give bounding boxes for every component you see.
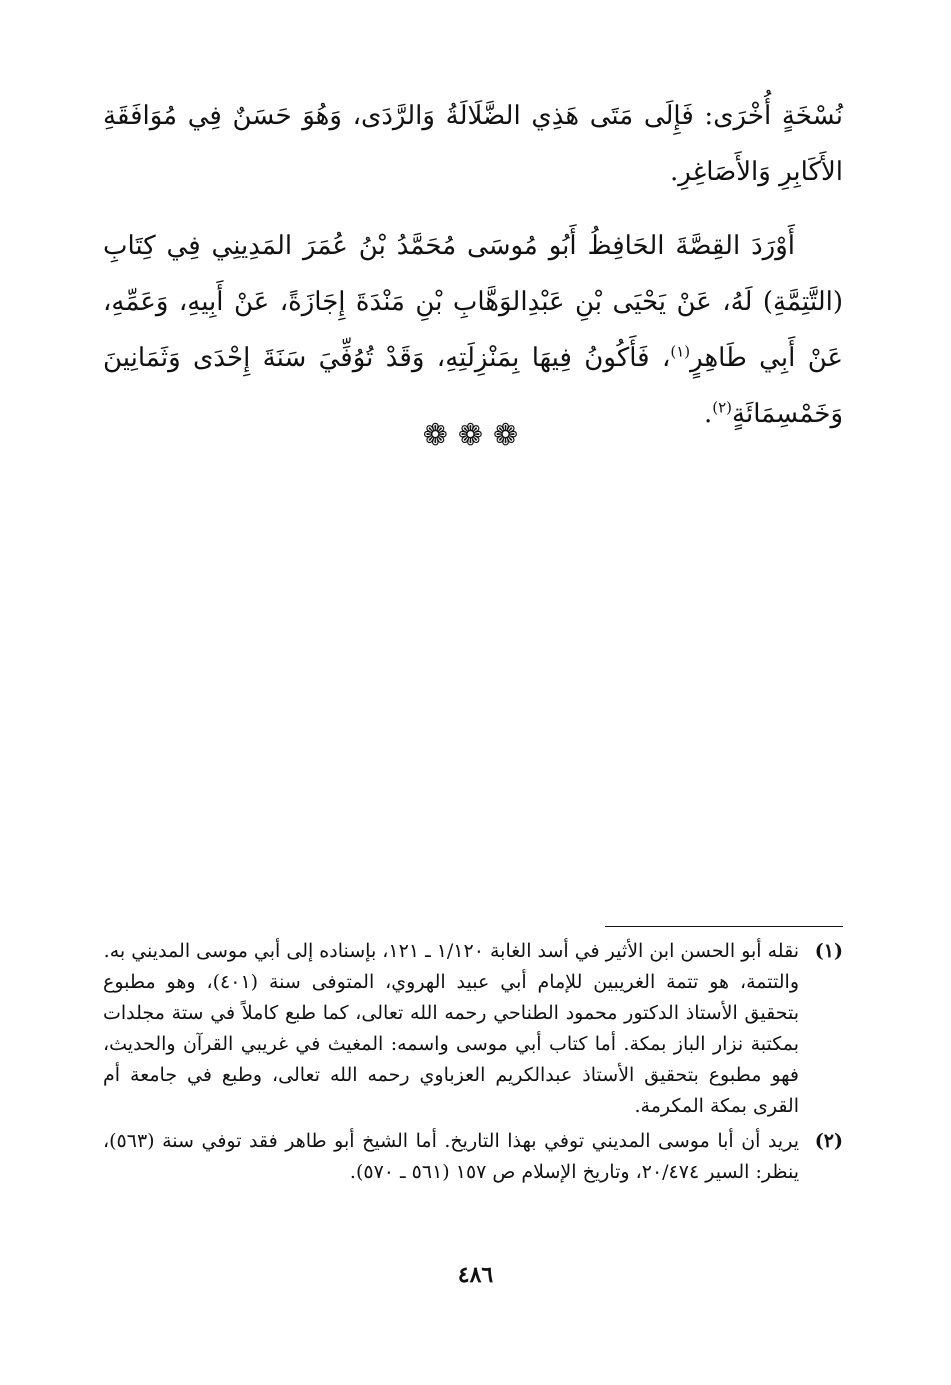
main-text xyxy=(103,88,843,442)
paragraph-2 xyxy=(103,218,843,442)
paragraph-1: نُسْخَةٍ أُخْرَى: فَإِلَى مَتَى هَذِي الضَّلَالَةُ وَالرَّدَى، وَهُوَ حَسَنٌ فِي مُوَافَقَةِ الأَكَابِرِ وَالأَصَاغِرِ. xyxy=(103,101,843,187)
footnote-separator xyxy=(605,926,843,927)
footnote-ref-2: (٢) xyxy=(712,398,733,417)
footnote-body xyxy=(103,1126,799,1188)
footnote-paragraph: يريد أن أبا موسى المديني توفي بهذا التاريخ. أما الشيخ أبو طاهر فقد توفي سنة (٥٦٣)، ينظر: السير ٢٠/٤٧٤، وتاريخ الإسلام ص ١٥٧ (٥٦١ ـ ٥٧٠). xyxy=(103,1130,799,1183)
paragraph-2-text-c: . xyxy=(703,399,713,429)
footnote-ref-1: (١) xyxy=(670,342,691,361)
page-number: ٤٨٦ xyxy=(457,1262,494,1288)
footnote-number: (٢) xyxy=(814,1130,843,1152)
footnote-number: (١) xyxy=(814,940,843,962)
paragraph-2-text-a: أَوْرَدَ القِصَّةَ الحَافِظُ أَبُو مُوسَى مُحَمَّدُ بْنُ عُمَرَ المَدِينِي فِي كِتَابِ (التَّتِمَّةِ) لَهُ، عَنْ يَحْيَى بْنِ عَبْدِالوَهَّابِ بْنِ مَنْدَةَ إِجَازَةً، عَنْ أَبِيهِ، وَعَمِّهِ، عَنْ أَبِي طَاهِرٍ xyxy=(103,231,844,373)
section-ornament: ❁❁❁ xyxy=(422,418,529,453)
footnotes xyxy=(103,936,843,1192)
paragraph-2-text-b: ، فَأَكُونُ فِيهَا بِمَنْزِلَتِهِ، وَقَدْ تُوُفِّيَ سَنَةَ إِحْدَى وَثَمَانِينَ وَخَمْسِمَائَةٍ xyxy=(103,343,843,429)
footnote-1 xyxy=(103,936,843,1122)
footnote-paragraph: والتتمة، هو تتمة الغريبين للإمام أبي عبيد الهروي، المتوفى سنة (٤٠١)، وهو مطبوع بتحقيق الأستاذ الدكتور محمود الطناحي رحمه الله تعالى، كما طبع كاملاً في ستة مجلدات بمكتبة نزار الباز بمكة. أما كتاب أبي موسى واسمه: المغيث في غريبي القرآن والحديث، فهو مطبوع بتحقيق الأستاذ عبدالكريم العزباوي رحمه الله تعالى، وطبع في جامعة أم القرى بمكة المكرمة. xyxy=(103,971,799,1117)
footnote-paragraph: نقله أبو الحسن ابن الأثير في أسد الغابة ١/١٢٠ ـ ١٢١، بإسناده إلى أبي موسى المديني به. xyxy=(103,940,799,962)
footnote-body xyxy=(103,936,799,1122)
footnote-2 xyxy=(103,1126,843,1188)
